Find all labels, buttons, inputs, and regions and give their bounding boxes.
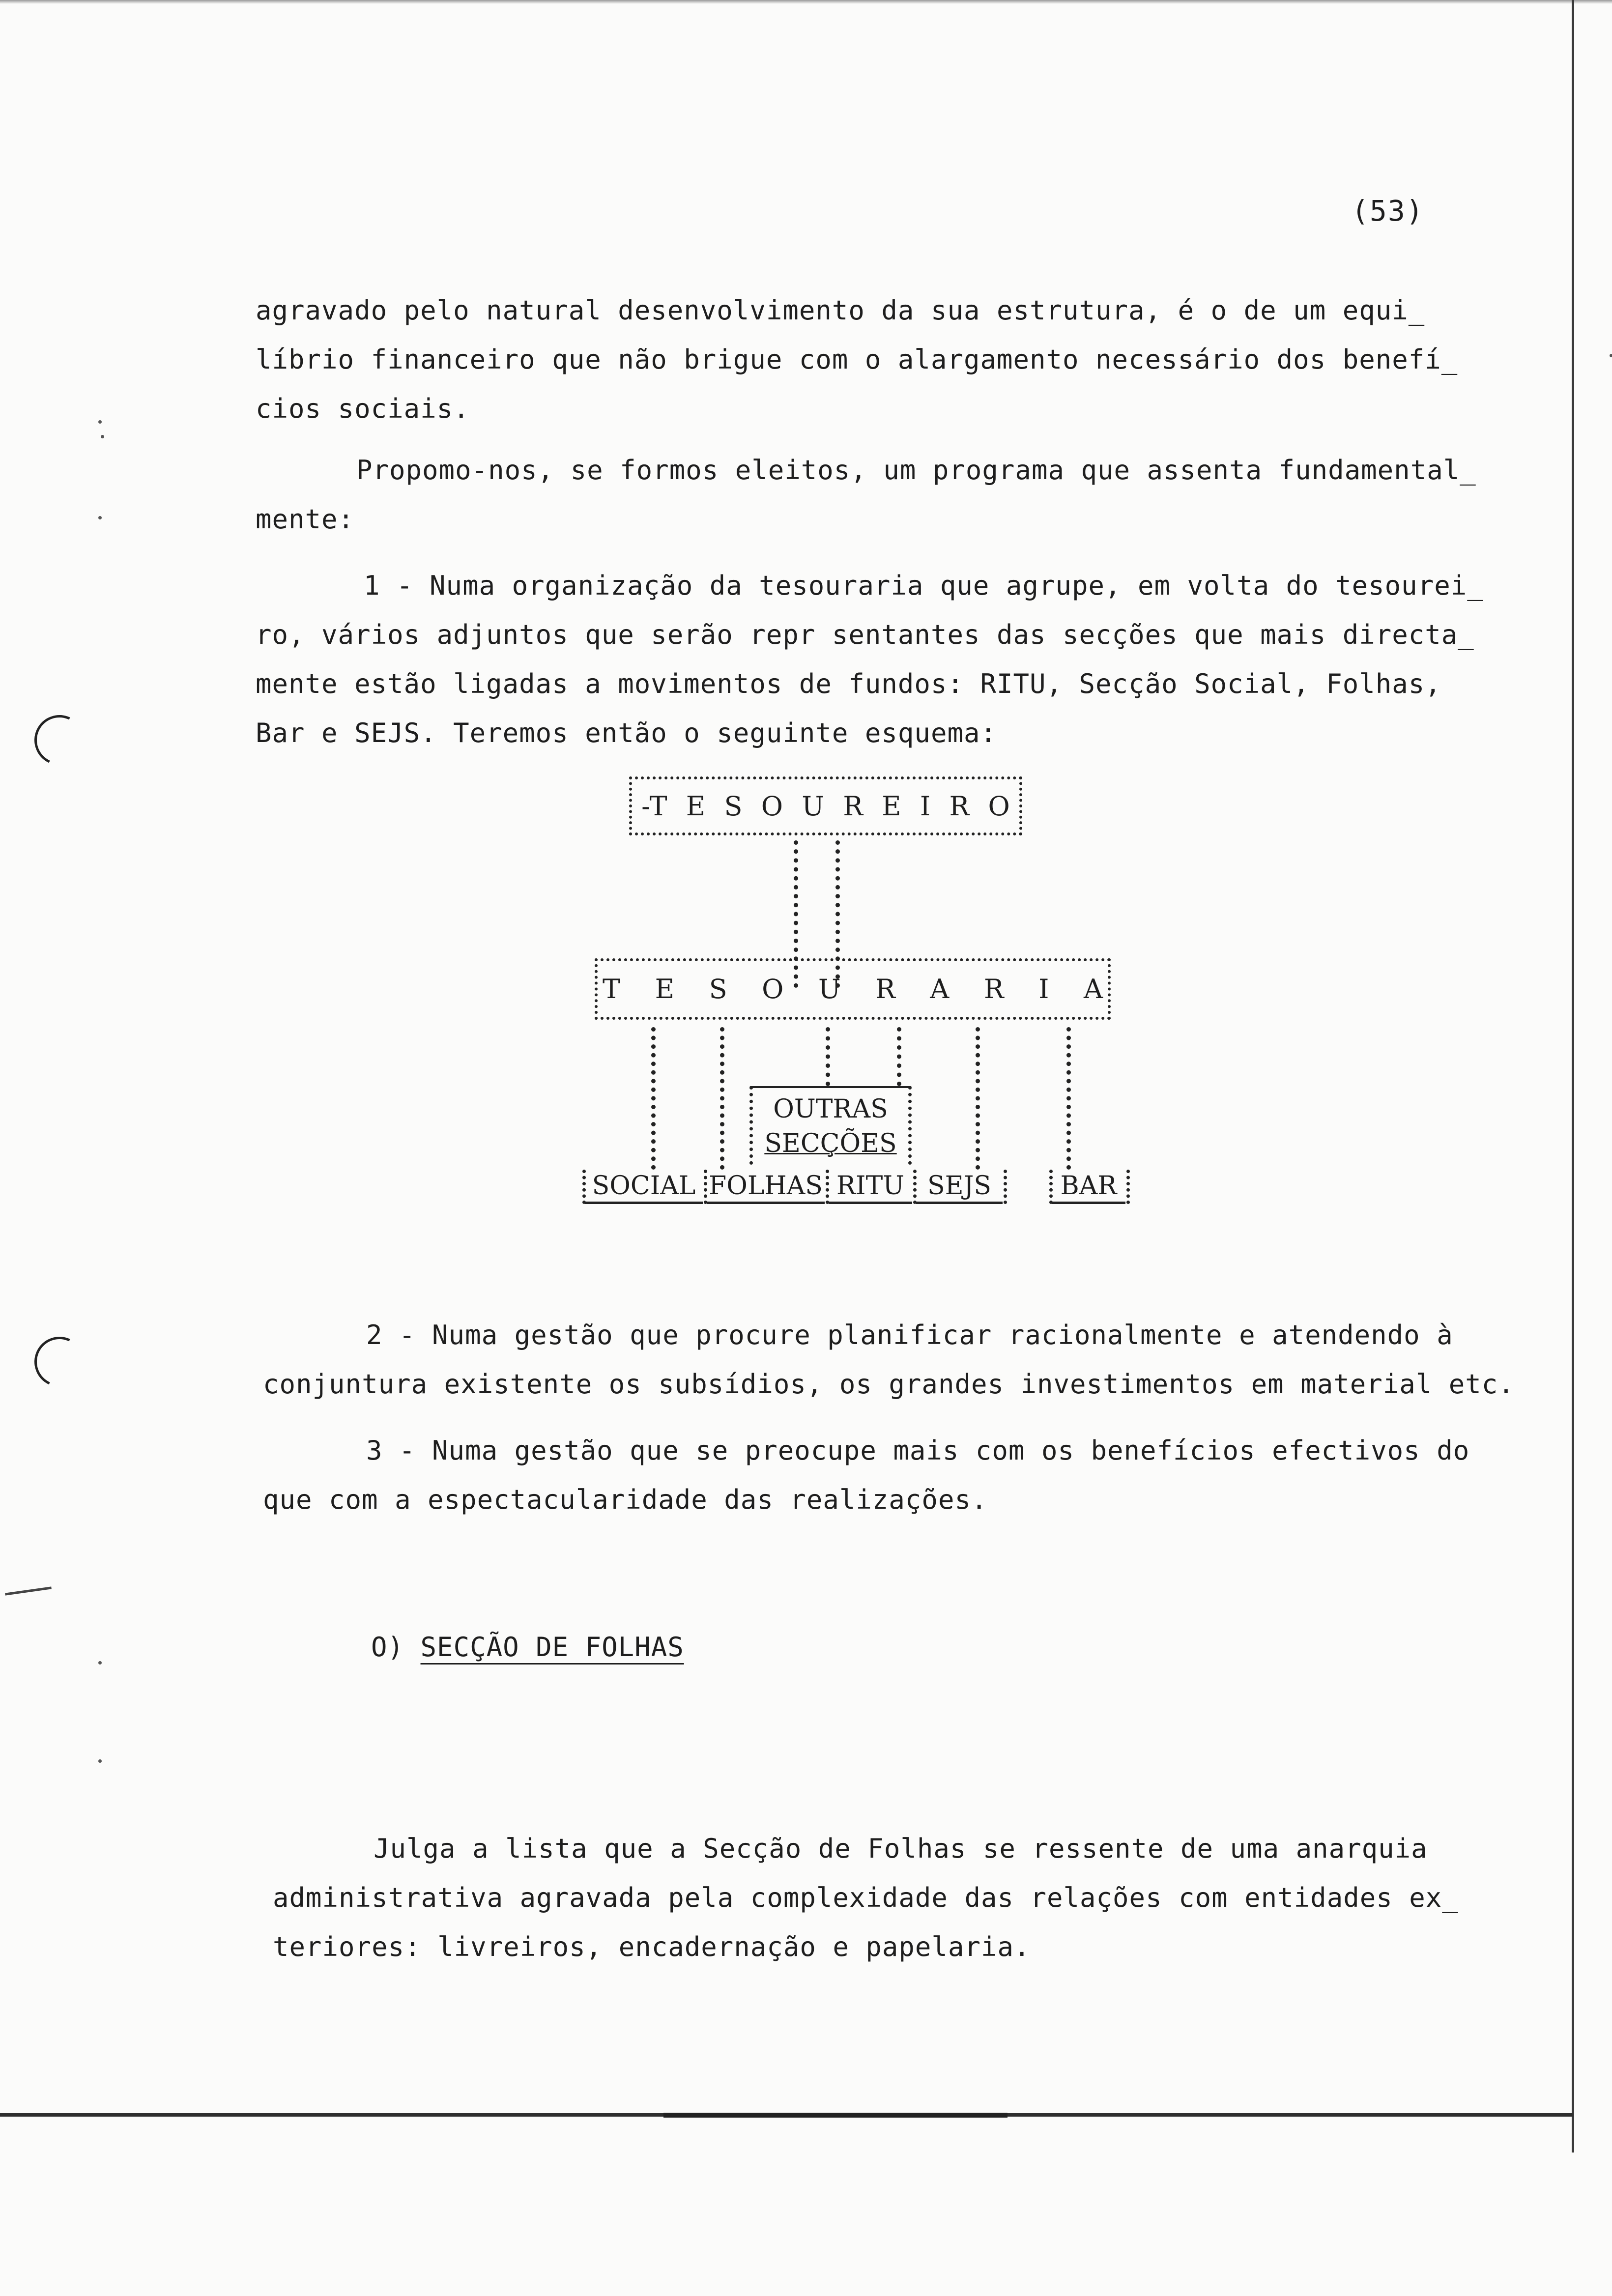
connector-line bbox=[1066, 1027, 1071, 1170]
box-letter: R bbox=[875, 974, 895, 1004]
leaf-separator bbox=[1004, 1170, 1007, 1204]
text-line: líbrio financeiro que não brigue com o alargamento necessário dos benefí_ bbox=[256, 344, 1458, 375]
punch-hole-mark bbox=[28, 708, 92, 773]
text-line: administrativa agravada pela complexidade das relações com entidades ex_ bbox=[273, 1882, 1459, 1913]
text-line: mente: bbox=[256, 504, 355, 535]
text-line: 3 - Numa gestão que se preocupe mais com os benefícios efectivos do bbox=[366, 1435, 1470, 1466]
box-letter: S bbox=[724, 790, 743, 822]
box-letter: O bbox=[761, 790, 783, 822]
connector-line bbox=[720, 1027, 724, 1170]
leaf-social: SOCIAL bbox=[585, 1170, 703, 1204]
box-letter: A bbox=[1084, 974, 1103, 1004]
box-letter: -T bbox=[641, 790, 667, 822]
other-sections-box bbox=[749, 1086, 912, 1165]
text-line: Bar e SEJS. Teremos então o seguinte esquema: bbox=[256, 718, 997, 748]
box-letter: U bbox=[818, 974, 841, 1004]
connector-line bbox=[826, 1027, 830, 1086]
leaf-bar: BAR bbox=[1052, 1170, 1125, 1204]
treasury-box bbox=[595, 958, 1111, 1020]
section-heading-prefix: O) bbox=[371, 1632, 404, 1663]
leaf-folhas: FOLHAS bbox=[707, 1170, 825, 1204]
box-letter: S bbox=[709, 974, 727, 1004]
text-line: Propomo-nos, se formos eleitos, um programa que assenta fundamental_ bbox=[356, 455, 1476, 486]
text-line: que com a espectacularidade das realizações. bbox=[263, 1484, 988, 1515]
text-line: 1 - Numa organização da tesouraria que agrupe, em volta do tesourei_ bbox=[364, 570, 1484, 601]
treasury-diagram bbox=[575, 772, 1150, 1214]
margin-dot bbox=[1610, 354, 1612, 357]
box-letter: E bbox=[686, 790, 706, 822]
connector-line bbox=[651, 1027, 656, 1170]
connector-line bbox=[976, 1027, 980, 1170]
box-letter: U bbox=[802, 790, 824, 822]
leaf-ritu: RITU bbox=[829, 1170, 912, 1204]
connector-line bbox=[897, 1027, 901, 1086]
margin-dot bbox=[98, 516, 102, 519]
section-heading bbox=[371, 1632, 684, 1663]
margin-dot bbox=[98, 1759, 102, 1763]
box-letter: I bbox=[1038, 974, 1049, 1004]
margin-dot bbox=[98, 420, 102, 424]
text-line: 2 - Numa gestão que procure planificar racionalmente e atendendo à bbox=[366, 1320, 1453, 1350]
text-line: Julga a lista que a Secção de Folhas se ressente de uma anarquia bbox=[374, 1833, 1428, 1864]
text-line: mente estão ligadas a movimentos de fundos: RITU, Secção Social, Folhas, bbox=[256, 668, 1441, 699]
box-letter: R bbox=[843, 790, 863, 822]
text-line: ro, vários adjuntos que serão repr sentantes das secções que mais directa_ bbox=[256, 619, 1474, 650]
leaf-separator bbox=[1126, 1170, 1130, 1204]
other-sections-label: SECÇÕES bbox=[764, 1129, 897, 1158]
page-number: (53) bbox=[1352, 194, 1424, 228]
box-letter: R bbox=[983, 974, 1004, 1004]
page-top-edge bbox=[0, 0, 1612, 4]
page-bottom-edge-shadow bbox=[663, 2113, 1008, 2118]
section-heading-title: SECÇÃO DE FOLHAS bbox=[420, 1632, 684, 1663]
margin-mark bbox=[5, 1586, 52, 1595]
box-letter: O bbox=[762, 974, 784, 1004]
margin-dot bbox=[98, 1661, 102, 1665]
other-sections-label: OUTRAS bbox=[773, 1094, 888, 1124]
page-right-edge bbox=[1572, 0, 1574, 2152]
margin-dot bbox=[101, 435, 104, 438]
box-letter: R bbox=[949, 790, 970, 822]
text-line: agravado pelo natural desenvolvimento da sua estrutura, é o de um equi_ bbox=[256, 295, 1425, 326]
box-letter: O bbox=[988, 790, 1010, 822]
box-letter: I bbox=[920, 790, 931, 822]
box-letter: A bbox=[930, 974, 950, 1004]
text-line: teriores: livreiros, encadernação e papelaria. bbox=[273, 1931, 1031, 1962]
punch-hole-mark bbox=[28, 1330, 92, 1394]
box-letter: E bbox=[882, 790, 901, 822]
text-line: cios sociais. bbox=[256, 393, 470, 424]
box-letter: E bbox=[655, 974, 675, 1004]
box-letter: T bbox=[603, 974, 621, 1004]
text-line: conjuntura existente os subsídios, os grandes investimentos em material etc. bbox=[263, 1369, 1515, 1400]
treasurer-box bbox=[629, 776, 1022, 835]
leaf-sejs: SEJS bbox=[916, 1170, 1003, 1204]
